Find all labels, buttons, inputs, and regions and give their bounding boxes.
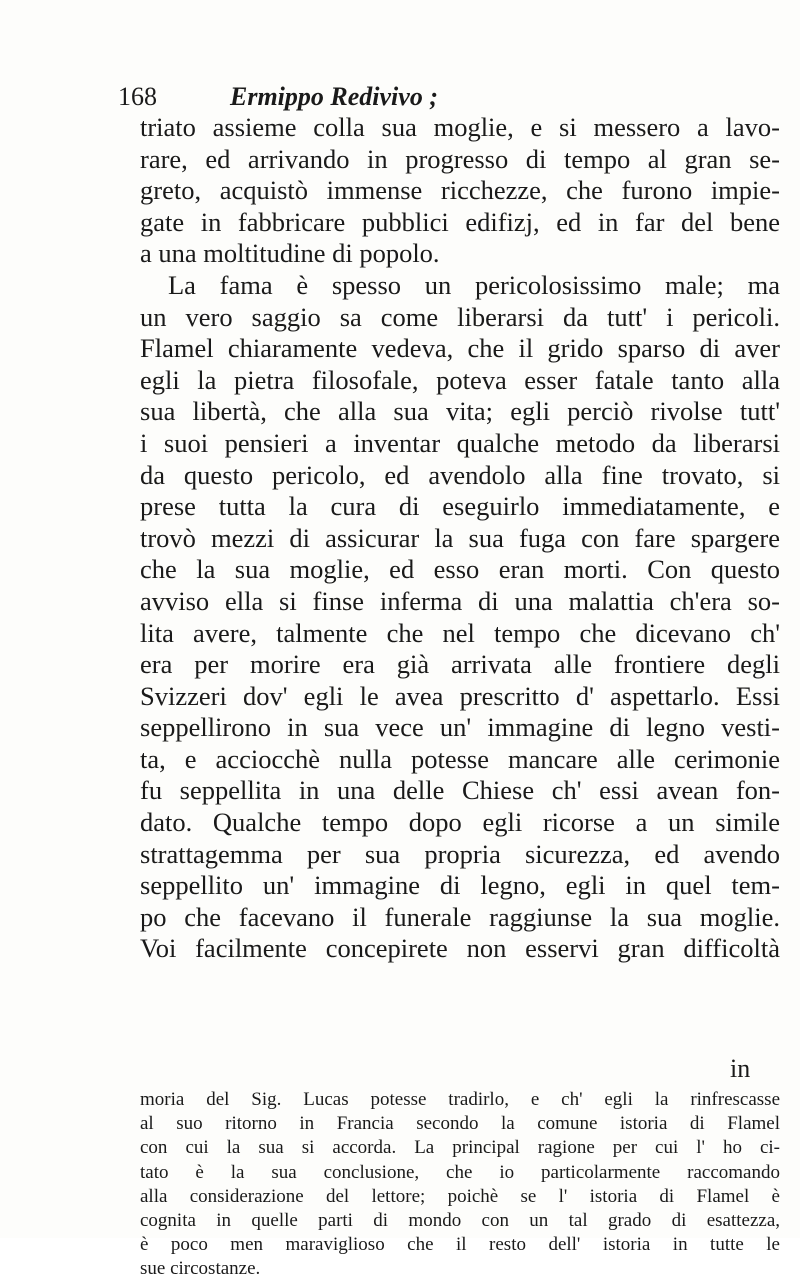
text-line: seppellirono in sua vece un' immagine di legno vesti- xyxy=(140,712,780,743)
text-line: gate in fabbricare pubblici edifizj, ed in far del bene xyxy=(140,206,780,237)
text-line: strattagemma per sua propria sicurezza, ed avendo xyxy=(140,838,780,869)
text-line: sua libertà, che alla sua vita; egli perciò rivolse tutt' xyxy=(140,396,780,427)
text-line: po che facevano il funerale raggiunse la sua moglie. xyxy=(140,901,780,932)
text-line: lita avere, talmente che nel tempo che dicevano ch' xyxy=(140,617,780,648)
footnote-line: cognita in quelle parti di mondo con un tal grado di esattezza, xyxy=(140,1209,780,1231)
text-line: ta, e acciocchè nulla potesse mancare alle cerimonie xyxy=(140,743,780,774)
footnote-line: tato è la sua conclusione, che io particolarmente raccomando xyxy=(140,1161,780,1183)
text-line: La fama è spesso un pericolosissimo male; ma xyxy=(168,269,780,300)
main-text xyxy=(140,112,780,965)
footnote-line: sue circostanze. xyxy=(140,1258,261,1280)
text-line: era per morire era già arrivata alle frontiere degli xyxy=(140,649,780,680)
running-title: Ermippo Redivivo ; xyxy=(230,82,438,111)
footnote-line: con cui la sua si accorda. La principal ragione per cui l' ho ci- xyxy=(140,1137,780,1159)
text-line: un vero saggio sa come liberarsi da tutt' i pericoli. xyxy=(140,301,780,332)
footnote-line: moria del Sig. Lucas potesse tradirlo, e ch' egli la rinfrescasse xyxy=(140,1089,780,1110)
catchword: in xyxy=(730,1054,751,1083)
text-line: che la sua moglie, ed esso eran morti. Con questo xyxy=(140,554,780,585)
text-line: fu seppellita in una delle Chiese ch' essi avean fon- xyxy=(140,775,780,806)
footnote xyxy=(140,1088,780,1282)
text-line: Svizzeri dov' egli le avea prescritto d' aspettarlo. Essi xyxy=(140,680,780,711)
text-line: Voi facilmente concepirete non esservi gran difficoltà xyxy=(140,933,780,964)
footnote-line: al suo ritorno in Francia secondo la comune istoria di Flamel xyxy=(140,1113,780,1135)
text-line: greto, acquistò immense ricchezze, che furono impie- xyxy=(140,175,780,206)
footnote-line: alla considerazione del lettore; poichè se l' istoria di Flamel è xyxy=(140,1185,780,1207)
footnote-line: è poco men maraviglioso che il resto dell' istoria in tutte le xyxy=(140,1234,780,1256)
page-number: 168 xyxy=(118,82,157,111)
text-line: prese tutta la cura di eseguirlo immediatamente, e xyxy=(140,491,780,522)
page-header xyxy=(118,80,718,114)
text-line: egli la pietra filosofale, poteva esser fatale tanto alla xyxy=(140,364,780,395)
text-line: avviso ella si finse inferma di una malattia ch'era so- xyxy=(140,585,780,616)
text-line: i suoi pensieri a inventar qualche metodo da liberarsi xyxy=(140,427,780,458)
text-line: seppellito un' immagine di legno, egli in quel tem- xyxy=(140,870,780,901)
text-line: trovò mezzi di assicurar la sua fuga con fare spargere xyxy=(140,522,780,553)
text-line: triato assieme colla sua moglie, e si messero a lavo- xyxy=(140,112,780,142)
text-line: Flamel chiaramente vedeva, che il grido sparso di aver xyxy=(140,333,780,364)
text-line: dato. Qualche tempo dopo egli ricorse a un simile xyxy=(140,807,780,838)
text-line: da questo pericolo, ed avendolo alla fine trovato, si xyxy=(140,459,780,490)
text-line: rare, ed arrivando in progresso di tempo al gran se- xyxy=(140,143,780,174)
text-line: a una moltitudine di popolo. xyxy=(140,238,440,269)
